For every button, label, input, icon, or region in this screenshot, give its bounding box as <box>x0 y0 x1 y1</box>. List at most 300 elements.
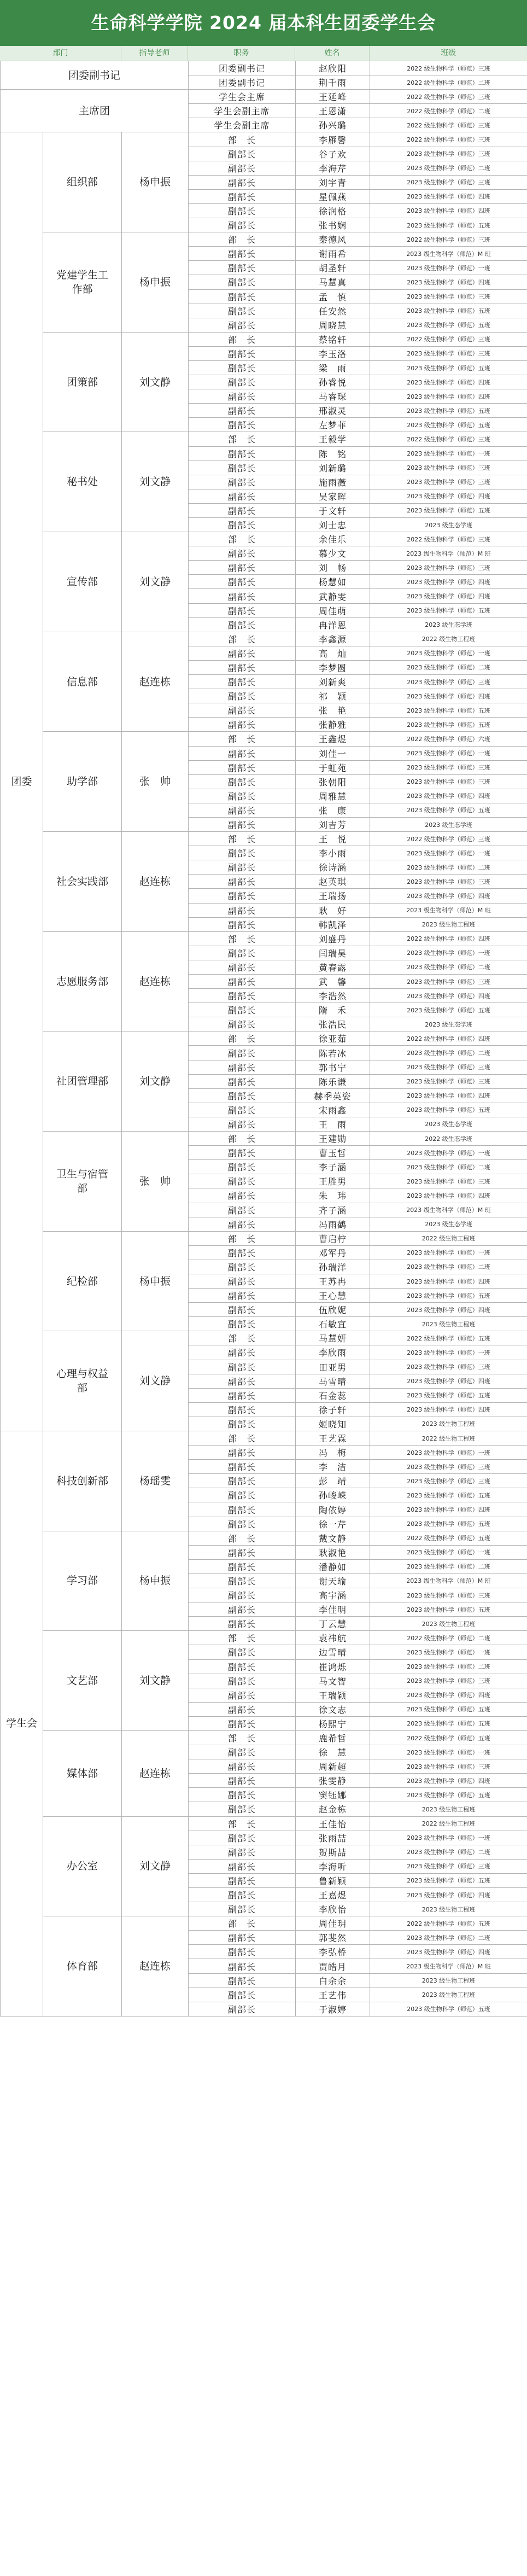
member-class: 2023 级生物科学（师范）五班 <box>370 503 527 517</box>
member-class: 2022 级生物科学（师范）三班 <box>370 90 527 104</box>
table-row <box>1 61 527 75</box>
member-class: 2023 级生物科学（师范）四班 <box>370 1188 527 1203</box>
member-name: 任安然 <box>296 304 370 318</box>
table-row <box>1 832 527 846</box>
member-name: 徐诗涵 <box>296 860 370 875</box>
member-class: 2023 级生物科学（师范）四班 <box>370 1374 527 1388</box>
member-role: 副部长 <box>189 946 296 960</box>
member-name: 朱 玮 <box>296 1188 370 1203</box>
member-name: 边雪晴 <box>296 1645 370 1659</box>
member-class: 2022 级生物科学（师范）三班 <box>370 332 527 346</box>
member-name: 张雯静 <box>296 1774 370 1788</box>
member-class: 2023 级生物科学（师范）三班 <box>370 1674 527 1688</box>
table-row <box>1 1816 527 1831</box>
member-name: 于文轩 <box>296 503 370 517</box>
member-role: 学生会主席 <box>189 90 296 104</box>
member-name: 冯雨鹤 <box>296 1217 370 1231</box>
member-role: 副部长 <box>189 1774 296 1788</box>
member-name: 王鑫煜 <box>296 732 370 746</box>
member-name: 田亚男 <box>296 1360 370 1374</box>
member-class: 2023 级生物科学（师范）四班 <box>370 1274 527 1288</box>
member-role: 副部长 <box>189 1759 296 1774</box>
member-class: 2023 级生物科学（师范）四班 <box>370 189 527 203</box>
member-name: 孙兴璐 <box>296 118 370 132</box>
member-role: 副部长 <box>189 575 296 589</box>
member-role: 部 长 <box>189 1916 296 1931</box>
member-name: 刘盛丹 <box>296 931 370 946</box>
member-role: 副部长 <box>189 846 296 860</box>
member-role: 副部长 <box>189 1959 296 1973</box>
member-class: 2023 级生态学班 <box>370 1217 527 1231</box>
member-role: 副部长 <box>189 1545 296 1559</box>
member-role: 副部长 <box>189 1645 296 1659</box>
member-role: 部 长 <box>189 432 296 446</box>
member-name: 黄春露 <box>296 960 370 974</box>
member-role: 副部长 <box>189 1831 296 1845</box>
member-name: 徐亚茹 <box>296 1031 370 1046</box>
member-role: 副部长 <box>189 1245 296 1260</box>
member-class: 2023 级生物科学（师范）三班 <box>370 147 527 161</box>
member-class: 2023 级生物科学（师范）五班 <box>370 1517 527 1531</box>
member-name: 鲁新颖 <box>296 1873 370 1887</box>
member-name: 赵金栋 <box>296 1802 370 1816</box>
member-role: 副部长 <box>189 903 296 917</box>
member-role: 副部长 <box>189 1702 296 1716</box>
member-role: 团委副书记 <box>189 75 296 90</box>
member-role: 部 长 <box>189 931 296 946</box>
advisor-teacher: 张 帅 <box>122 1132 189 1232</box>
member-name: 刘新爽 <box>296 675 370 689</box>
advisor-teacher: 张 帅 <box>122 732 189 832</box>
table-row <box>1 532 527 546</box>
member-role: 副部长 <box>189 817 296 831</box>
table-row <box>1 732 527 746</box>
advisor-teacher: 刘文静 <box>122 1331 189 1431</box>
member-role: 副部长 <box>189 1888 296 1902</box>
member-name: 周佳萌 <box>296 603 370 617</box>
member-name: 陈乐谦 <box>296 1074 370 1088</box>
member-role: 副部长 <box>189 646 296 660</box>
member-name: 慕少文 <box>296 546 370 561</box>
member-role: 副部长 <box>189 161 296 175</box>
member-name: 张静雅 <box>296 718 370 732</box>
dept-name: 办公室 <box>43 1816 122 1916</box>
roster-grid <box>0 61 527 2016</box>
dept-name: 主席团 <box>1 90 189 132</box>
member-role: 副部长 <box>189 1617 296 1631</box>
table-row <box>1 931 527 946</box>
member-name: 贺斯喆 <box>296 1845 370 1859</box>
member-name: 马慧妍 <box>296 1331 370 1345</box>
member-class: 2023 级生物科学（师范）一班 <box>370 646 527 660</box>
member-class: 2023 级生物科学（师范）三班 <box>370 760 527 774</box>
member-class: 2022 级生物科学（师范）三班 <box>370 432 527 446</box>
member-class: 2023 级生物科学（师范）M 班 <box>370 1573 527 1588</box>
member-role: 副部长 <box>189 489 296 503</box>
advisor-teacher: 赵连栋 <box>122 632 189 732</box>
member-name: 高 灿 <box>296 646 370 660</box>
member-name: 王胜男 <box>296 1174 370 1188</box>
member-class: 2023 级生物科学（师范）二班 <box>370 660 527 674</box>
member-class: 2023 级生物科学（师范）M 班 <box>370 903 527 917</box>
member-role: 副部长 <box>189 1174 296 1188</box>
member-name: 伍欣妮 <box>296 1303 370 1317</box>
table-row <box>1 1431 527 1446</box>
member-name: 于虹苑 <box>296 760 370 774</box>
member-role: 副部长 <box>189 1446 296 1460</box>
member-role: 副部长 <box>189 1573 296 1588</box>
member-class: 2023 级生物科学（师范）四班 <box>370 989 527 1003</box>
member-name: 宋雨鑫 <box>296 1103 370 1117</box>
member-class: 2023 级生物科学（师范）四班 <box>370 203 527 218</box>
member-name: 姬晓知 <box>296 1417 370 1431</box>
member-name: 石金蕊 <box>296 1388 370 1402</box>
member-class: 2023 级生物科学（师范）二班 <box>370 1046 527 1060</box>
member-role: 副部长 <box>189 1474 296 1488</box>
member-class: 2023 级生物科学（师范）M 班 <box>370 1203 527 1217</box>
member-role: 副部长 <box>189 689 296 703</box>
member-role: 副部长 <box>189 318 296 332</box>
member-role: 副部长 <box>189 1602 296 1617</box>
member-name: 徐子轩 <box>296 1402 370 1417</box>
member-role: 副部长 <box>189 561 296 575</box>
member-role: 部 长 <box>189 632 296 646</box>
table-row <box>1 1730 527 1745</box>
member-role: 部 长 <box>189 1031 296 1046</box>
member-role: 副部长 <box>189 675 296 689</box>
member-name: 周晓慧 <box>296 318 370 332</box>
member-class: 2023 级生物工程班 <box>370 1988 527 2002</box>
header-teacher: 指导老师 <box>121 46 188 61</box>
member-class: 2023 级生态学班 <box>370 817 527 831</box>
member-role: 部 长 <box>189 532 296 546</box>
member-role: 副部长 <box>189 1788 296 1802</box>
member-role: 团委副书记 <box>189 61 296 75</box>
dept-name: 心理与权益部 <box>43 1331 122 1431</box>
member-class: 2023 级生物科学（师范）五班 <box>370 1716 527 1730</box>
member-class: 2023 级生态学班 <box>370 1117 527 1131</box>
member-name: 刘佳一 <box>296 746 370 760</box>
member-role: 副部长 <box>189 389 296 404</box>
member-role: 副部长 <box>189 1289 296 1303</box>
member-class: 2022 级生物科学（师范）五班 <box>370 1531 527 1545</box>
member-role: 副部长 <box>189 889 296 903</box>
member-role: 副部长 <box>189 1945 296 1959</box>
member-name: 陶依婷 <box>296 1502 370 1517</box>
member-name: 马雪晴 <box>296 1374 370 1388</box>
roster-body <box>1 61 527 2016</box>
member-role: 副部长 <box>189 261 296 275</box>
page-title: 生命科学学院 2024 届本科生团委学生会 <box>0 0 527 46</box>
member-role: 副部长 <box>189 703 296 718</box>
member-role: 副部长 <box>189 1374 296 1388</box>
member-role: 副部长 <box>189 789 296 803</box>
member-class: 2023 级生物科学（师范）一班 <box>370 1831 527 1845</box>
member-name: 刘宇青 <box>296 175 370 189</box>
member-class: 2023 级生物科学（师范）二班 <box>370 1260 527 1274</box>
member-role: 副部长 <box>189 475 296 489</box>
member-role: 副部长 <box>189 247 296 261</box>
member-name: 徐润格 <box>296 203 370 218</box>
member-role: 副部长 <box>189 1260 296 1274</box>
member-role: 部 长 <box>189 1531 296 1545</box>
member-class: 2023 级生物科学（师范）四班 <box>370 575 527 589</box>
member-name: 刘吉芳 <box>296 817 370 831</box>
member-name: 周佳玥 <box>296 1916 370 1931</box>
member-role: 副部长 <box>189 1973 296 1988</box>
member-role: 副部长 <box>189 418 296 432</box>
member-name: 马慧真 <box>296 275 370 289</box>
advisor-teacher: 刘文静 <box>122 332 189 432</box>
member-class: 2023 级生物科学（师范）二班 <box>370 1845 527 1859</box>
table-row <box>1 332 527 346</box>
member-role: 副部长 <box>189 1274 296 1288</box>
member-name: 刘 畅 <box>296 561 370 575</box>
member-role: 部 长 <box>189 1331 296 1345</box>
member-role: 副部长 <box>189 975 296 989</box>
member-role: 副部长 <box>189 1317 296 1331</box>
member-role: 副部长 <box>189 1345 296 1360</box>
member-name: 鹿希哲 <box>296 1730 370 1745</box>
member-role: 副部长 <box>189 546 296 561</box>
member-class: 2022 级生物科学（师范）三班 <box>370 232 527 247</box>
member-name: 于淑婷 <box>296 2002 370 2016</box>
member-name: 左梦菲 <box>296 418 370 432</box>
member-role: 副部长 <box>189 774 296 789</box>
member-role: 副部长 <box>189 746 296 760</box>
member-name: 李浩然 <box>296 989 370 1003</box>
member-class: 2023 级生物科学（师范）二班 <box>370 960 527 974</box>
member-class: 2023 级生物科学（师范）五班 <box>370 1103 527 1117</box>
member-role: 部 长 <box>189 232 296 247</box>
member-role: 副部长 <box>189 189 296 203</box>
member-name: 王 悦 <box>296 832 370 846</box>
member-role: 副部长 <box>189 2002 296 2016</box>
advisor-teacher: 刘文静 <box>122 1631 189 1731</box>
member-name: 星佩燕 <box>296 189 370 203</box>
member-name: 孟 慎 <box>296 289 370 304</box>
member-class: 2023 级生物科学（师范）五班 <box>370 2002 527 2016</box>
member-role: 副部长 <box>189 1902 296 1916</box>
member-class: 2022 级生物科学（师范）五班 <box>370 1730 527 1745</box>
member-name: 徐文志 <box>296 1702 370 1716</box>
member-role: 副部长 <box>189 503 296 517</box>
dept-name: 科技创新部 <box>43 1431 122 1531</box>
member-name: 白余余 <box>296 1973 370 1988</box>
member-class: 2023 级生物科学（师范）五班 <box>370 1873 527 1887</box>
member-class: 2023 级生物科学（师范）三班 <box>370 875 527 889</box>
table-row <box>1 1231 527 1245</box>
member-role: 学生会副主席 <box>189 118 296 132</box>
member-role: 副部长 <box>189 1146 296 1160</box>
header-class: 班级 <box>441 49 456 57</box>
member-class: 2023 级生物科学（师范）五班 <box>370 1003 527 1017</box>
member-role: 副部长 <box>189 1460 296 1474</box>
member-name: 袁祎航 <box>296 1631 370 1645</box>
member-name: 赵欣阳 <box>296 61 370 75</box>
member-name: 邓军丹 <box>296 1245 370 1260</box>
member-name: 冉洋恩 <box>296 617 370 632</box>
member-name: 李雁馨 <box>296 132 370 147</box>
member-class: 2023 级生物科学（师范）四班 <box>370 1888 527 1902</box>
member-class: 2023 级生物科学（师范）四班 <box>370 389 527 404</box>
member-class: 2023 级生物科学（师范）五班 <box>370 703 527 718</box>
member-name: 潘静如 <box>296 1559 370 1573</box>
member-class: 2023 级生物科学（师范）五班 <box>370 404 527 418</box>
member-class: 2023 级生态学班 <box>370 518 527 532</box>
member-name: 耿淑艳 <box>296 1545 370 1559</box>
member-role: 副部长 <box>189 1188 296 1203</box>
header-role: 职务 <box>188 46 295 61</box>
member-role: 副部长 <box>189 1060 296 1074</box>
member-class: 2022 级生物工程班 <box>370 1231 527 1245</box>
member-name: 李子涵 <box>296 1160 370 1174</box>
member-role: 副部长 <box>189 461 296 475</box>
member-class: 2023 级生物科学（师范）五班 <box>370 1289 527 1303</box>
member-class: 2023 级生物科学（师范）四班 <box>370 1402 527 1417</box>
table-header <box>0 46 527 61</box>
member-name: 孙瑞洋 <box>296 1260 370 1274</box>
member-name: 周新超 <box>296 1759 370 1774</box>
member-name: 郭斐然 <box>296 1931 370 1945</box>
member-role: 副部长 <box>189 375 296 389</box>
member-class: 2023 级生物科学（师范）五班 <box>370 603 527 617</box>
member-class: 2023 级生物科学（师范）四班 <box>370 375 527 389</box>
table-row <box>1 1631 527 1645</box>
member-class: 2023 级生物科学（师范）一班 <box>370 261 527 275</box>
advisor-teacher: 刘文静 <box>122 532 189 632</box>
member-role: 副部长 <box>189 660 296 674</box>
table-row <box>1 1031 527 1046</box>
member-name: 赫季英姿 <box>296 1088 370 1103</box>
member-class: 2023 级生物科学（师范）一班 <box>370 946 527 960</box>
member-role: 副部长 <box>189 275 296 289</box>
member-class: 2022 级生物科学（师范）三班 <box>370 832 527 846</box>
member-name: 刘新璐 <box>296 461 370 475</box>
member-role: 部 长 <box>189 1132 296 1146</box>
member-class: 2023 级生物科学（师范）四班 <box>370 789 527 803</box>
member-role: 副部长 <box>189 1488 296 1502</box>
member-name: 王苏冉 <box>296 1274 370 1288</box>
member-class: 2023 级生物科学（师范）三班 <box>370 1588 527 1602</box>
member-class: 2023 级生物科学（师范）五班 <box>370 718 527 732</box>
member-class: 2023 级生物科学（师范）五班 <box>370 318 527 332</box>
member-class: 2023 级生物科学（师范）M 班 <box>370 247 527 261</box>
member-class: 2023 级生物科学（师范）二班 <box>370 161 527 175</box>
member-name: 张浩民 <box>296 1017 370 1031</box>
member-class: 2022 级生物科学（师范）四班 <box>370 1031 527 1046</box>
member-name: 张书娴 <box>296 218 370 232</box>
member-class: 2022 级生物科学（师范）五班 <box>370 1331 527 1345</box>
member-name: 李佳明 <box>296 1602 370 1617</box>
member-class: 2023 级生物科学（师范）五班 <box>370 360 527 375</box>
member-class: 2023 级生物科学（师范）三班 <box>370 175 527 189</box>
roster-table <box>0 61 527 2016</box>
member-name: 张 艳 <box>296 703 370 718</box>
member-class: 2023 级生物科学（师范）二班 <box>370 1559 527 1573</box>
table-row <box>1 132 527 147</box>
member-name: 赵英琪 <box>296 875 370 889</box>
member-name: 李弘桥 <box>296 1945 370 1959</box>
member-role: 副部长 <box>189 1517 296 1531</box>
member-class: 2023 级生态学班 <box>370 1017 527 1031</box>
advisor-teacher: 赵连栋 <box>122 1730 189 1816</box>
member-role: 副部长 <box>189 718 296 732</box>
member-role: 副部长 <box>189 1559 296 1573</box>
table-row <box>1 432 527 446</box>
member-role: 副部长 <box>189 860 296 875</box>
member-role: 副部长 <box>189 1588 296 1602</box>
member-class: 2022 级生物科学（师范）三班 <box>370 132 527 147</box>
member-class: 2023 级生物科学（师范）五班 <box>370 1388 527 1402</box>
member-name: 张雨喆 <box>296 1831 370 1845</box>
advisor-teacher: 刘文静 <box>122 1031 189 1132</box>
member-name: 郭书宁 <box>296 1060 370 1074</box>
member-role: 副部长 <box>189 960 296 974</box>
dept-name: 卫生与宿管部 <box>43 1132 122 1232</box>
section-label: 团委 <box>1 132 43 1431</box>
member-role: 副部长 <box>189 518 296 532</box>
member-name: 徐一芹 <box>296 1517 370 1531</box>
member-name: 武静雯 <box>296 589 370 603</box>
advisor-teacher: 赵连栋 <box>122 1916 189 2016</box>
member-role: 副部长 <box>189 1688 296 1702</box>
member-role: 副部长 <box>189 1103 296 1117</box>
member-role: 副部长 <box>189 1117 296 1131</box>
member-class: 2023 级生物工程班 <box>370 1417 527 1431</box>
member-name: 邢淑灵 <box>296 404 370 418</box>
dept-name: 组织部 <box>43 132 122 232</box>
table-row <box>1 1132 527 1146</box>
member-class: 2023 级生物科学（师范）四班 <box>370 1088 527 1103</box>
advisor-teacher: 刘文静 <box>122 432 189 532</box>
member-role: 副部长 <box>189 1859 296 1873</box>
member-role: 部 长 <box>189 1631 296 1645</box>
member-class: 2023 级生物科学（师范）四班 <box>370 889 527 903</box>
member-class: 2022 级生物科学（师范）六班 <box>370 732 527 746</box>
member-class: 2023 级生物工程班 <box>370 1973 527 1988</box>
member-class: 2023 级生物科学（师范）三班 <box>370 975 527 989</box>
member-class: 2023 级生物科学（师范）一班 <box>370 1645 527 1659</box>
member-class: 2023 级生物科学（师范）一班 <box>370 1345 527 1360</box>
member-role: 部 长 <box>189 732 296 746</box>
member-class: 2022 级生物科学（师范）三班 <box>370 118 527 132</box>
member-role: 副部长 <box>189 404 296 418</box>
header-name: 姓名 <box>295 46 370 61</box>
member-class: 2023 级生物科学（师范）四班 <box>370 1502 527 1517</box>
header-dept: 部门 <box>0 46 121 61</box>
member-name: 李梦圆 <box>296 660 370 674</box>
member-name: 陈若冰 <box>296 1046 370 1060</box>
advisor-teacher: 赵连栋 <box>122 931 189 1031</box>
member-class: 2023 级生物科学（师范）四班 <box>370 1774 527 1788</box>
advisor-teacher: 杨瑶雯 <box>122 1431 189 1531</box>
member-role: 副部长 <box>189 360 296 375</box>
member-class: 2023 级生物工程班 <box>370 1617 527 1631</box>
member-class: 2023 级生物科学（师范）一班 <box>370 846 527 860</box>
member-role: 副部长 <box>189 1802 296 1816</box>
member-role: 副部长 <box>189 760 296 774</box>
member-name: 王瑞扬 <box>296 889 370 903</box>
member-class: 2022 级生态学班 <box>370 1132 527 1146</box>
dept-name: 宣传部 <box>43 532 122 632</box>
member-name: 王建勋 <box>296 1132 370 1146</box>
member-name: 谢天瑜 <box>296 1573 370 1588</box>
member-name: 孙睿悦 <box>296 375 370 389</box>
member-class: 2023 级生物科学（师范）三班 <box>370 1174 527 1188</box>
member-role: 副部长 <box>189 1745 296 1759</box>
member-name: 王艺霖 <box>296 1431 370 1446</box>
